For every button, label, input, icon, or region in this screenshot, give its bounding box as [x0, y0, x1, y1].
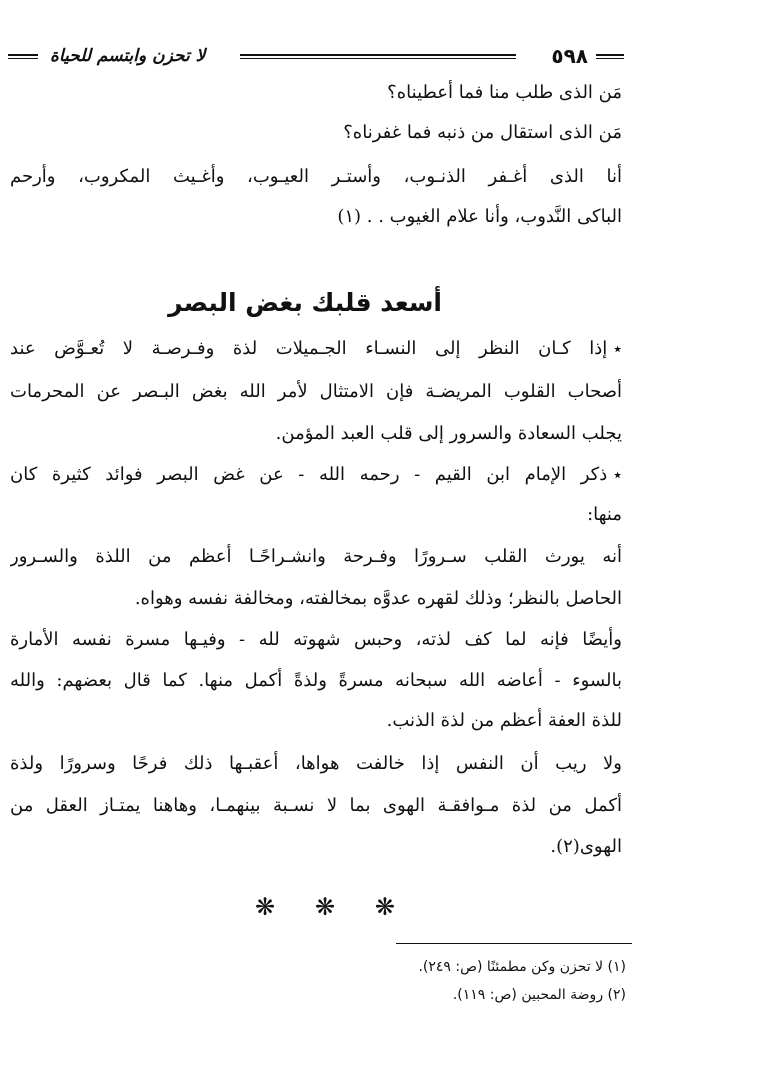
- paragraph-line: أنه يورث القلب سـرورًا وفـرحة وانشـراحًـا أعظم من اللذة والسـرور: [10, 546, 622, 567]
- paragraph-line: ولا ريب أن النفس إذا خالفت هواها، أعقبـها ذلك فرحًا وسرورًا ولذة: [10, 753, 622, 774]
- book-title: لا تحزن وابتسم للحياة: [50, 46, 206, 66]
- footnote: (٢) روضة المحبين (ص: ١١٩).: [452, 987, 626, 1003]
- paragraph-line: وأيضًا فإنه لما كف لذته، وحبس شهوته لله - وفيـها مسرة نفسه الأمارة: [10, 629, 622, 650]
- header-rule-left: [8, 54, 38, 59]
- star-icon: ❋: [314, 893, 336, 921]
- footnote-rule: [396, 943, 632, 944]
- running-header: [8, 42, 624, 72]
- quote-line: أنا الذى أغـفر الذنـوب، وأستـر العيـوب، وأغـيث المكروب، وأرحم: [10, 166, 622, 187]
- paragraph-line: أكمل من لذة مـوافقـة الهوى بما لا نسـبة بينهمـا، وهاهنا يمتـاز العقل من: [10, 795, 622, 816]
- paragraph-text: ذكر الإمام ابن القيم - رحمه الله - عن غض البصر فوائد كثيرة كان: [10, 464, 608, 485]
- paragraph-line: للذة العفة أعظم من لذة الذنب.: [386, 710, 622, 731]
- paragraph-line: أصحاب القلوب المريضـة فإن الامتثال لأمر الله بغض البـصر عن المحرمات: [10, 381, 622, 402]
- paragraph-line: بالسوء - أعاضه الله سبحانه مسرةً ولذةً أكمل منها. كما قال بعضهم: والله: [10, 670, 622, 691]
- quote-line: الباكى النَّدوب، وأنا علام الغيوب . . (١): [337, 206, 622, 227]
- header-rule-middle: [240, 54, 516, 59]
- paragraph-line: الحاصل بالنظر؛ وذلك لقهره عدوَّه بمخالفته، ومخالفة نفسه وهواه.: [134, 588, 622, 609]
- paragraph-line: [10, 334, 622, 364]
- paragraph-line: الهوى(٢).: [550, 836, 622, 857]
- star-icon: ❋: [374, 893, 395, 921]
- separator-stars: [255, 892, 395, 922]
- paragraph-line: [10, 460, 622, 490]
- footnote: (١) لا تحزن وكن مطمئنًا (ص: ٢٤٩).: [418, 959, 626, 975]
- bullet-icon: ٭: [613, 339, 622, 358]
- intro-line: مَن الذى استقال من ذنبه فما غفرناه؟: [343, 122, 622, 143]
- page-number: ٥٩٨: [551, 44, 588, 68]
- paragraph-text: إذا كـان النظر إلى النسـاء الجـميلات لذة وفـرصـة لا تُعـوَّض عند: [10, 338, 608, 359]
- paragraph-line: يجلب السعادة والسرور إلى قلب العبد المؤمن.: [275, 423, 622, 444]
- section-heading: أسعد قلبك بغض البصر: [168, 288, 442, 317]
- intro-line: مَن الذى طلب منا فما أعطيناه؟: [387, 82, 622, 103]
- star-icon: ❋: [255, 893, 276, 921]
- bullet-icon: ٭: [613, 465, 622, 484]
- header-rule-right: [596, 54, 624, 59]
- paragraph-line: منها:: [587, 504, 622, 525]
